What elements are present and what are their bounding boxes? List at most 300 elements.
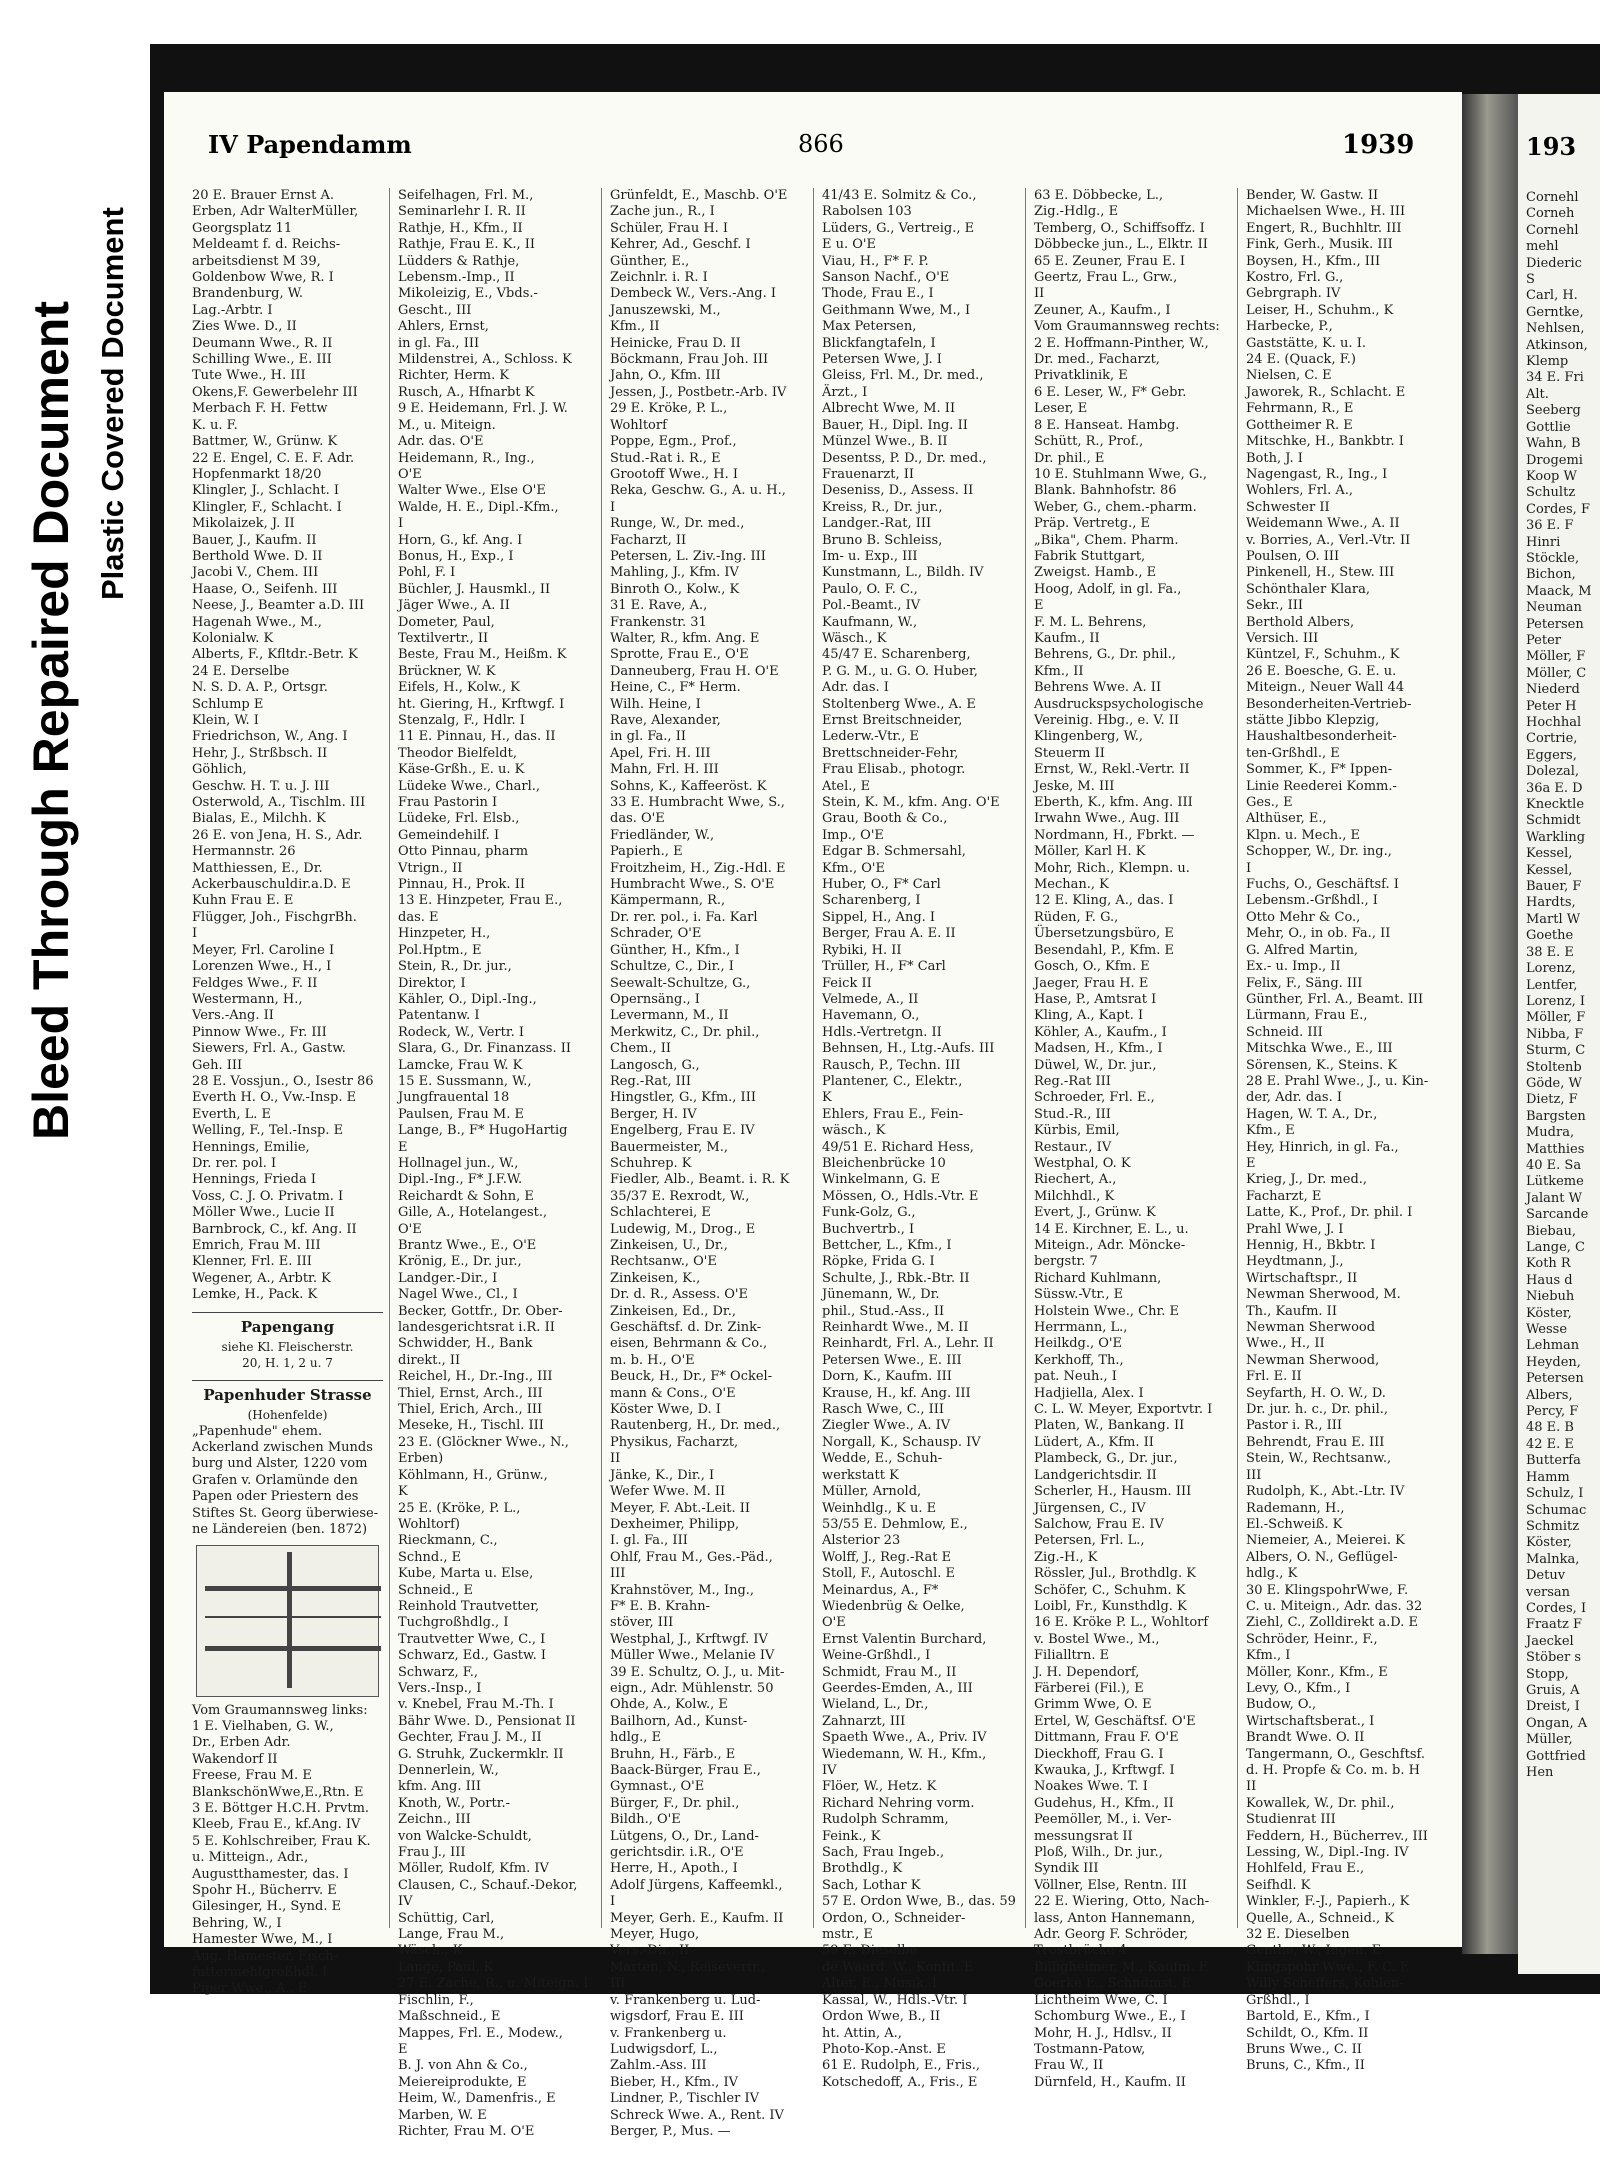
directory-entry: Salchow, Frau E. IV	[1034, 1516, 1164, 1532]
directory-entry: Kürbis, Emil,	[1034, 1123, 1120, 1139]
directory-entry: 26 E. von Jena, H. S., Adr.	[192, 827, 363, 843]
scanned-spread	[150, 44, 1600, 2139]
directory-entry: Linie Reederei Komm.-	[1246, 778, 1397, 794]
directory-entry: III	[1246, 1467, 1262, 1483]
right-page-entry: Lorenz,	[1526, 961, 1576, 977]
directory-entry: Schomburg Wwe., E., I	[1034, 2009, 1186, 2025]
directory-entry: Irwahn Wwe., Aug. III	[1034, 811, 1180, 827]
directory-entry: Reichel, H., Dr.-Ing., III	[398, 1369, 553, 1385]
directory-entry: O'E	[822, 1615, 846, 1631]
directory-entry: Tute Wwe., H. III	[192, 368, 306, 384]
directory-entry: Humbracht Wwe., S. O'E	[610, 877, 775, 893]
directory-entry: Hadjiella, Alex. I	[1034, 1385, 1144, 1401]
directory-entry: Lamcke, Frau W. K	[398, 1057, 523, 1073]
directory-entry: Eifels, H., Kolw., K	[398, 680, 521, 696]
directory-entry: Albers, O. N., Geflügel-	[1246, 1549, 1398, 1565]
directory-entry: Ohde, A., Kolw., E	[610, 1697, 728, 1713]
directory-entry: Lederw.-Vtr., E	[822, 729, 920, 745]
right-page-entry: Hamm	[1526, 1469, 1570, 1485]
directory-entry: Krause, H., kf. Ang. III	[822, 1385, 971, 1401]
directory-entry: Goerke E., Schndmst. E	[1034, 1976, 1191, 1992]
right-page-entry: Eggers,	[1526, 747, 1577, 763]
directory-entry: v. Borries, A., Verl.-Vtr. II	[1246, 532, 1411, 548]
directory-entry: Bialas, E., Milchh. K	[192, 811, 326, 827]
directory-entry: Hagen, W. T. A., Dr.,	[1246, 1106, 1378, 1122]
directory-entry: Sörensen, K., Steins. K	[1246, 1057, 1398, 1073]
bleed-through-label: Bleed Through Repaired Document	[23, 301, 79, 1140]
directory-entry: Facharzt, II	[610, 532, 687, 548]
directory-entry: Poulsen, O. III	[1246, 548, 1340, 564]
directory-entry: Barnbrock, C., kf. Ang. II	[192, 1221, 357, 1237]
directory-entry: pat. Neuh., I	[1034, 1369, 1117, 1385]
directory-entry: Klingspohr Wwe., F. C. E	[1246, 1959, 1410, 1975]
directory-entry: Rechtsanw., O'E	[610, 1254, 717, 1270]
directory-entry: ten-Grßhdl., E	[1246, 745, 1340, 761]
directory-entry: Reinhold Trautvetter,	[398, 1598, 540, 1614]
directory-entry: Bonus, H., Exp., I	[398, 548, 514, 564]
directory-entry: Mikoleizig, E., Vbds.-	[398, 286, 538, 302]
directory-entry: Dr. med., Facharzt,	[1034, 352, 1160, 368]
directory-entry: Bähr Wwe. D., Pensionat II	[398, 1713, 576, 1729]
directory-entry: 20 E. Brauer Ernst A.	[192, 188, 334, 203]
directory-entry: 15 E. Sussmann, W.,	[398, 1073, 532, 1089]
directory-entry: Augustthamester, das. I	[192, 1866, 349, 1882]
directory-entry: wigsdorf, Frau E. III	[610, 2009, 744, 2025]
right-page-entry: 36a E. D	[1526, 780, 1583, 796]
directory-entry: d. H. Propfe & Co. m. b. H	[1246, 1763, 1420, 1778]
directory-entry: Berthold Albers,	[1246, 614, 1355, 630]
directory-entry: Funk-Golz, G.,	[822, 1205, 916, 1221]
right-page-entry: Corneh	[1526, 206, 1575, 222]
directory-entry: direkt., II	[398, 1352, 461, 1368]
directory-entry: Im- u. Exp., III	[822, 548, 918, 564]
directory-entry: Bauermeister, M.,	[610, 1139, 728, 1155]
directory-entry: Dr. rer. pol. I	[192, 1155, 277, 1171]
directory-entry: Osterwold, A., Tischlm. III	[192, 795, 366, 811]
directory-entry: Photo-Kop.-Anst. E	[822, 2041, 946, 2057]
map-road	[205, 1586, 381, 1591]
directory-entry: Ernst Valentin Burchard,	[822, 1631, 987, 1647]
directory-entry: Stein, R., Dr. jur.,	[398, 959, 512, 975]
directory-entry: Desentss, P. D., Dr. med.,	[822, 450, 987, 466]
directory-entry: 53/55 E. Dehmlow, E.,	[822, 1516, 968, 1532]
right-page-entry: Lentfer,	[1526, 977, 1578, 993]
directory-entry: Becker, Gottfr., Dr. Ober-	[398, 1303, 563, 1319]
directory-entry: Landger.-Dir., I	[398, 1270, 498, 1286]
right-page-entry: Klemp	[1526, 354, 1569, 370]
right-page-entry: Cornehl	[1526, 190, 1579, 205]
directory-entry: Hohlfeld, Frau E.,	[1246, 1861, 1365, 1877]
right-page-entry: Knecktle	[1526, 797, 1585, 813]
directory-entry: Schwester II	[1246, 499, 1330, 515]
directory-entry: Gosch, O., Kfm. E	[1034, 959, 1150, 975]
directory-entry: Landger.-Rat, III	[822, 516, 932, 532]
directory-entry: Both, J. I	[1246, 450, 1303, 466]
directory-entry: Gemeindehilf. I	[398, 827, 500, 843]
directory-entry: 28 E. Vossjun., O., Isestr 86	[192, 1073, 374, 1089]
directory-entry: der, Adr. das. I	[1246, 1090, 1342, 1106]
directory-entry: Pastor i. R., III	[1246, 1418, 1342, 1434]
right-page-entry: Malnka,	[1526, 1551, 1580, 1567]
directory-entry: J. H. Dependorf,	[1034, 1664, 1140, 1680]
directory-entry: Petersen Wwe., E. III	[822, 1352, 962, 1368]
directory-entry: Geerdes-Emden, A., III	[822, 1680, 973, 1696]
directory-entry: „Papenhude" ehem.	[192, 1423, 323, 1439]
directory-entry: Günther, E.,	[610, 253, 690, 269]
directory-entry: Ordon Wwe, B., II	[822, 2009, 941, 2025]
directory-entry: Beste, Frau M., Heißm. K	[398, 647, 567, 663]
directory-entry: Trüller, H., F* Carl	[822, 959, 946, 975]
directory-entry: stöver, III	[610, 1615, 674, 1631]
directory-entry: El.-Schweiß. K	[1246, 1516, 1343, 1532]
right-page-entry: Carl, H.	[1526, 288, 1578, 304]
directory-entry: II	[1246, 1779, 1257, 1795]
directory-entry: Gottheimer R. E	[1246, 417, 1353, 433]
directory-entry: Brettschneider-Fehr,	[822, 745, 959, 761]
directory-entry: Mildenstrei, A., Schloss. K	[398, 352, 572, 368]
directory-entry: Herre, H., Apoth., I	[610, 1861, 738, 1877]
directory-entry: Zeichnlr. i. R. I	[610, 270, 708, 286]
directory-entry: Zweigst. Hamb., E	[1034, 565, 1157, 581]
directory-entry: Reinhardt, Frl. A., Lehr. II	[822, 1336, 994, 1352]
directory-entry: ht. Giering, H., Krftwgf. I	[398, 696, 565, 712]
directory-entry: Ernst, W., Rekl.-Vertr. II	[1034, 762, 1190, 778]
directory-entry: Hennig, H., Bkbtr. I	[1246, 1238, 1376, 1253]
right-page-entry: Cortrie,	[1526, 731, 1578, 747]
directory-entry: Dorn, K., Kaufm. III	[822, 1369, 952, 1385]
directory-entry: Althüser, E.,	[1246, 811, 1327, 827]
directory-entry: Geh. III	[192, 1057, 243, 1073]
directory-entry: Schulte, J., Rbk.-Btr. II	[822, 1270, 970, 1286]
directory-entry: Latte, K., Prof., Dr. phil. I	[1246, 1205, 1413, 1221]
directory-entry: Sach, Frau Ingeb.,	[822, 1845, 945, 1861]
directory-entry: Rathje, Frau E. K., II	[398, 237, 536, 253]
directory-entry: Kotschedoff, A., Fris., E	[822, 2074, 978, 2090]
directory-entry: Fehrmann, R., E	[1246, 401, 1354, 417]
directory-entry: mann & Cons., O'E	[610, 1385, 736, 1401]
directory-entry: Fink, Gerh., Musik. III	[1246, 237, 1393, 253]
section-heading: Papenhuder Strasse	[192, 1380, 383, 1403]
directory-entry: Vtrign., II	[398, 860, 463, 876]
directory-entry: Frau J., III	[398, 1845, 466, 1861]
right-page-entry: Haus d	[1526, 1272, 1573, 1288]
right-page-entry: Sarcande	[1526, 1207, 1589, 1223]
right-page-entry: Seeberg	[1526, 403, 1581, 419]
directory-entry: Zig.-Hdlg., E	[1034, 204, 1119, 220]
directory-entry: 24 E. Derselbe	[192, 663, 290, 679]
right-page-entry: Lorenz, I	[1526, 993, 1585, 1009]
right-page-entry: Stoltenb	[1526, 1059, 1582, 1075]
directory-entry: Viau, H., F* F. P.	[822, 253, 929, 269]
directory-entry: Pol.Hptm., E	[398, 942, 482, 958]
directory-entry: Lorenzen Wwe., H., I	[192, 959, 332, 975]
right-page-entry: Koop W	[1526, 468, 1577, 484]
directory-entry: G. Alfred Martin,	[1246, 942, 1359, 958]
directory-entry: Hamester Wwe, M., I	[192, 1932, 333, 1948]
right-page-entry: 36 E. F	[1526, 518, 1574, 534]
directory-entry: Jänke, K., Dir., I	[610, 1467, 715, 1483]
directory-entry: Jacobi V., Chem. III	[192, 565, 319, 581]
directory-entry: Schildt, O., Kfm. II	[1246, 2025, 1369, 2041]
directory-entry: Rössler, Jul., Brothdlg. K	[1034, 1566, 1196, 1582]
directory-entry: Michaelsen Wwe., H. III	[1246, 204, 1406, 220]
right-page-entry: Bauer, F	[1526, 879, 1582, 895]
directory-entry: Klein, W. I	[192, 713, 259, 728]
directory-entry: Mahn, Frl. H. III	[610, 762, 719, 778]
directory-entry: futtermehlgroßhdl. I	[192, 1965, 328, 1980]
directory-entry: Möller, Karl H. K	[1034, 844, 1146, 860]
directory-entry: Spaeth Wwe., A., Priv. IV	[822, 1730, 987, 1746]
directory-entry: Filialltrn. E	[1034, 1648, 1110, 1664]
year-head: 1939	[1342, 130, 1415, 160]
directory-entry: 24 E. (Quack, F.)	[1246, 352, 1356, 368]
directory-entry: Kämpermann, R.,	[610, 893, 726, 909]
directory-entry: Hennings, Frieda I	[192, 1172, 316, 1188]
directory-entry: Bauer, J., Kaufm. II	[192, 532, 317, 548]
directory-entry: Froitzheim, H., Zig.-Hdl. E	[610, 860, 786, 876]
directory-entry: Richard Kuhlmann,	[1034, 1270, 1162, 1286]
directory-entry: Vers.-Dir., II	[610, 1943, 690, 1959]
directory-entry: Matthiessen, E., Dr.	[192, 860, 323, 876]
directory-entry: I	[610, 1894, 616, 1910]
directory-entry: 16 E. Kröke P. L., Wohltorf	[1034, 1615, 1209, 1631]
directory-entry: Rademann, H.,	[1246, 1500, 1345, 1516]
right-page-entry: Nehlsen,	[1526, 321, 1585, 337]
right-page-entry: Hochhal	[1526, 715, 1582, 730]
directory-entry: Dürnfeld, H., Kaufm. II	[1034, 2074, 1186, 2090]
directory-entry: Meyer, Gerh. E., Kaufm. II	[610, 1910, 784, 1926]
directory-entry: 3 E. Böttger H.C.H. Prvtm.	[192, 1800, 370, 1816]
directory-entry: 11 E. Pinnau, H., das. II	[398, 729, 556, 745]
directory-entry: B. J. von Ahn & Co.,	[398, 2058, 528, 2074]
directory-entry: Beuck, H., Dr., F* Ockel-	[610, 1369, 773, 1385]
directory-entry: K	[398, 1484, 408, 1500]
right-page-head: 193	[1526, 132, 1577, 161]
directory-entry: Lüdeke Wwe., Charl.,	[398, 778, 541, 794]
right-page-entry: Maack, M	[1526, 583, 1592, 599]
right-page-entry: Nibba, F	[1526, 1026, 1584, 1042]
directory-entry: Miteign., Neuer Wall 44	[1246, 680, 1405, 696]
directory-entry: Kostro, Frl. G.,	[1246, 270, 1344, 286]
directory-entry: Newman Sherwood,	[1246, 1352, 1380, 1368]
directory-entry: Wirtschaftsberat., I	[1246, 1713, 1375, 1729]
directory-entry: Gudehus, H., Kfm., II	[1034, 1795, 1174, 1811]
right-page-entry: Martl W	[1526, 911, 1581, 927]
directory-entry: Aug. Hamester, Fisch-	[192, 1948, 338, 1964]
directory-entry: Kolonialw. K	[192, 630, 274, 646]
directory-entry: Paulo, O. F. C.,	[822, 581, 918, 597]
directory-entry: Gilesinger, H., Synd. E	[192, 1899, 342, 1915]
right-page-entry: Kessel,	[1526, 846, 1573, 862]
directory-entry: Weinhdlg., K u. E	[822, 1500, 937, 1516]
right-page-entry: Gerntke,	[1526, 304, 1584, 320]
right-page-entry: S	[1526, 272, 1535, 288]
directory-entry: Erben, Adr WalterMüller,	[192, 204, 359, 220]
directory-entry: Mikolaizek, J. II	[192, 516, 295, 532]
directory-entry: K. u. F.	[192, 417, 238, 433]
right-page-entry: 38 E. E	[1526, 944, 1574, 960]
directory-entry: Schilling Wwe., E. III	[192, 352, 332, 368]
directory-entry: Privatklinik, E	[1034, 368, 1128, 384]
directory-entry: Weidemann Wwe., A. II	[1246, 516, 1400, 532]
directory-entry: Trautvetter Wwe, C., I	[398, 1631, 546, 1647]
right-page-edge	[1518, 94, 1600, 1974]
directory-entry: Berger, Frau A. E. II	[822, 926, 956, 942]
right-page-entry: Schmitz	[1526, 1518, 1580, 1534]
directory-entry: Reichardt & Sohn, E	[398, 1188, 534, 1204]
directory-entry: Röpke, Frida G. I	[822, 1254, 935, 1270]
right-page-entry: 48 E. B	[1526, 1420, 1574, 1436]
directory-entry: BlankschönWwe,E.,Rtn. E	[192, 1784, 364, 1800]
directory-entry: Otto Mehr & Co.,	[1246, 909, 1361, 925]
directory-entry: Schnd., E	[398, 1549, 462, 1565]
directory-entry: Übersetzungsbüro, E	[1034, 926, 1174, 942]
right-page-entry: Sturm, C	[1526, 1043, 1586, 1059]
directory-entry: Ordon, O., Schneider-	[822, 1910, 966, 1926]
right-page-entry: Heyden,	[1526, 1354, 1581, 1370]
directory-entry: Ludwigsdorf, L.,	[610, 2041, 718, 2057]
directory-entry: Lebensm.-Imp., II	[398, 270, 515, 286]
directory-entry: Nielsen, C. E	[1246, 368, 1332, 384]
directory-entry: Schroeder, Frl. E.,	[1034, 1090, 1155, 1106]
section-heading: Papengang	[192, 1312, 383, 1335]
directory-entry: Lichtheim Wwe, C. I	[1034, 1992, 1168, 2008]
directory-entry: Rathje, H., Kfm., II	[398, 220, 523, 236]
directory-entry: Walter Wwe., Else O'E	[398, 483, 546, 499]
directory-entry: Schultze, C., Dir., I	[610, 959, 734, 975]
directory-entry: Erben)	[398, 1451, 444, 1467]
directory-entry: Klingler, F., Schlacht. I	[192, 499, 342, 515]
directory-entry: Feick II	[822, 975, 872, 991]
directory-entry: Thiel, Ernst, Arch., III	[398, 1385, 543, 1401]
directory-entry: Nordmann, H., Fbrkt. —	[1034, 827, 1195, 843]
directory-entry: Ohlf, Frau M., Ges.-Päd.,	[610, 1549, 773, 1565]
right-page-entry: Alt.	[1526, 386, 1549, 402]
directory-entry: Miteign., Adr. Mönckе-	[1034, 1238, 1186, 1253]
directory-entry: Otto Pinnau, pharm	[398, 844, 529, 860]
directory-entry: Kfm., I	[1246, 1648, 1291, 1664]
directory-entry: Engelberg, Frau E. IV	[610, 1123, 755, 1139]
directory-entry: Dr. phil., E	[1034, 450, 1105, 466]
directory-entry: Dipl.-Ing., F* J.F.W.	[398, 1172, 523, 1188]
directory-entry: Zig.-H., K	[1034, 1549, 1098, 1565]
directory-entry: Leser, E	[1034, 401, 1088, 417]
directory-entry: Lange, Paul, K	[398, 1959, 494, 1975]
directory-entry: Kwauka, J., Krftwgf. I	[1034, 1763, 1175, 1778]
directory-entry: Petersen, L. Ziv.-Ing. III	[610, 548, 766, 564]
directory-entry: Schlump E	[192, 696, 264, 712]
right-page-entry: Drogemi	[1526, 452, 1583, 468]
directory-entry: Lürmann, Frau E.,	[1246, 1008, 1368, 1024]
directory-entry: Krieg, J., Dr. med.,	[1246, 1172, 1368, 1188]
directory-entry: Milchhdl., K	[1034, 1188, 1115, 1204]
directory-entry: I	[610, 499, 616, 515]
right-page-entry: Köster,	[1526, 1305, 1572, 1321]
directory-entry: Horn, G., kf. Ang. I	[398, 532, 523, 548]
directory-entry: Kfm., E	[1246, 1123, 1295, 1139]
right-page-entry: Hardts,	[1526, 895, 1576, 911]
directory-entry: Wirtschaftspr., II	[1246, 1270, 1358, 1286]
right-page-entry: Koth R	[1526, 1256, 1571, 1272]
directory-entry: gerichtsdir. i.R., O'E	[610, 1845, 744, 1861]
right-page-entry: Dreist, I	[1526, 1699, 1580, 1715]
directory-entry: eisen, Behrmann & Co.,	[610, 1336, 768, 1352]
directory-entry: Albrecht Wwe, M. II	[822, 401, 956, 417]
directory-entry: Richard Nehring vorm.	[822, 1795, 975, 1811]
directory-entry: Tuchgroßhdlg., I	[398, 1615, 509, 1631]
right-page-entry: Dolezal,	[1526, 764, 1579, 780]
directory-entry: Wwe., H., II	[1246, 1336, 1325, 1352]
directory-entry: Baack-Bürger, Frau E.,	[610, 1763, 761, 1778]
right-page-entry: Schmidt	[1526, 813, 1581, 829]
directory-entry: Georgsplatz 11	[192, 220, 293, 236]
directory-entry: mstr., E	[822, 1927, 873, 1943]
directory-entry: Zeuner, A., Kaufm., I	[1034, 302, 1171, 318]
directory-entry: Jeske, M. III	[1034, 778, 1115, 794]
directory-entry: IV	[398, 1894, 413, 1910]
directory-entry: Kaufm., II	[1034, 630, 1100, 646]
right-page-entry: Peter	[1526, 632, 1561, 648]
directory-entry: bergstr. 7	[1034, 1254, 1098, 1270]
directory-entry: Steuerm II	[1034, 745, 1105, 761]
directory-entry: Mechan., K	[1034, 877, 1109, 893]
directory-entry: Imp., O'E	[822, 827, 884, 843]
directory-entry: P. G. M., u. G. O. Huber,	[822, 663, 978, 679]
directory-entry: 35/37 E. Rexrodt, W.,	[610, 1188, 750, 1204]
directory-entry: Böckmann, Frau Joh. III	[610, 352, 769, 368]
directory-entry: Dr. d. R., Assess. O'E	[610, 1287, 748, 1303]
directory-entry: Newman Sherwood, M.	[1246, 1287, 1401, 1303]
directory-entry: Bildh., O'E	[610, 1812, 681, 1828]
section-note: (Hohenfelde)	[247, 1408, 328, 1423]
directory-entry: Käse-Grßh., E. u. K	[398, 762, 525, 778]
directory-entry: Vers.-Insp., I	[398, 1680, 482, 1696]
directory-entry: phil., Stud.-Ass., II	[822, 1303, 945, 1319]
directory-entry: Dr., Erben Adr.	[192, 1735, 291, 1751]
directory-entry: Vom Graumannsweg links:	[192, 1702, 368, 1718]
directory-entry: Wiedemann, W. H., Kfm.,	[822, 1746, 987, 1762]
directory-entry: Kaufmann, W.,	[822, 614, 918, 630]
directory-entry: Büchler, J. Hausmkl., II	[398, 581, 551, 597]
directory-entry: Adr. das. I	[822, 680, 889, 696]
directory-entry: Textilvertr., II	[398, 630, 489, 646]
directory-entry: Fabrik Stuttgart,	[1034, 548, 1146, 564]
directory-entry: Dieckhoff, Frau G. I	[1034, 1746, 1164, 1762]
directory-entry: Peemöller, M., i. Ver-	[1034, 1812, 1172, 1828]
right-page-entry: Wahn, B	[1526, 436, 1581, 452]
directory-entry: Eberth, K., kfm. Ang. III	[1034, 795, 1193, 811]
directory-entry: Flügger, Joh., FischgrBh.	[192, 909, 357, 925]
right-page-entry: versan	[1526, 1584, 1571, 1600]
directory-entry: Knoth, W., Portr.-	[398, 1795, 511, 1811]
directory-entry: eign., Adr. Mühlenstr. 50	[610, 1680, 774, 1696]
directory-entry: Dittmann, Frau F. O'E	[1034, 1730, 1179, 1746]
directory-entry: Dr. jur. h. c., Dr. phil.,	[1246, 1402, 1388, 1418]
directory-entry: Hingstler, G., Kfm., III	[610, 1090, 756, 1106]
directory-entry: Frankenstr. 31	[610, 614, 707, 630]
directory-entry: Sohns, K., Kaffeeröst. K	[610, 778, 767, 794]
directory-entry: Paulsen, Frau M. E	[398, 1106, 525, 1122]
directory-entry: Marten, N., Reisevertr.,	[610, 1959, 766, 1975]
directory-entry: O'E	[398, 1221, 422, 1237]
directory-entry: Studienrat III	[1246, 1812, 1336, 1828]
directory-entry: Wohltorf	[610, 417, 667, 433]
directory-entry: Möller, Konr., Kfm., E	[1246, 1664, 1388, 1680]
directory-entry: Everth, L. E	[192, 1106, 271, 1122]
directory-entry: Emrich, Frau M. III	[192, 1238, 321, 1253]
directory-entry: Vom Graumannsweg rechts:	[1034, 319, 1220, 335]
directory-entry: Chem., II	[610, 1041, 672, 1057]
